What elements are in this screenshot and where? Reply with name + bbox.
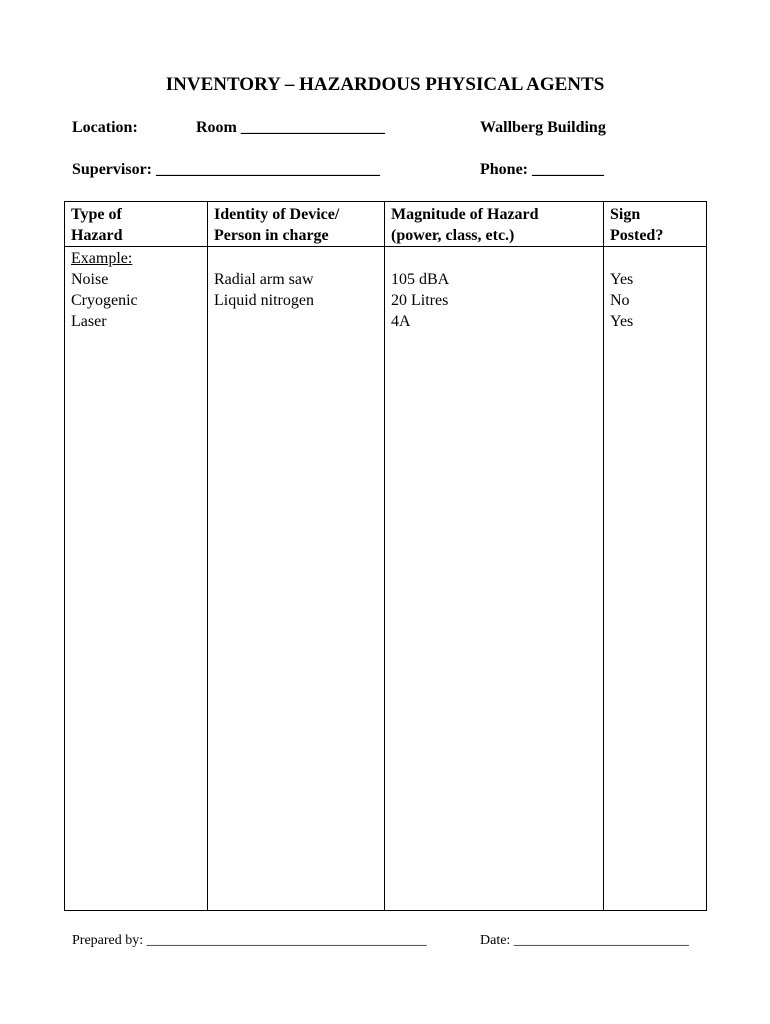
- header-sign-posted: Sign Posted?: [604, 202, 707, 247]
- identity-column-cell[interactable]: [208, 247, 385, 911]
- type-value: Cryogenic: [71, 292, 138, 309]
- supervisor-field[interactable]: Supervisor: ____________________________: [72, 161, 380, 178]
- identity-value: Radial arm saw: [214, 271, 314, 288]
- building-name: Wallberg Building: [480, 119, 606, 136]
- table-row: [65, 247, 707, 911]
- type-value: Noise: [71, 271, 109, 288]
- header-type-of-hazard: Type of Hazard: [65, 202, 208, 247]
- sign-value: Yes: [610, 313, 634, 330]
- hazard-inventory-table: [64, 201, 707, 911]
- room-field[interactable]: Room __________________: [196, 119, 385, 136]
- table-header-row: [65, 202, 707, 247]
- magnitude-column-cell[interactable]: [385, 247, 604, 911]
- sign-column-cell[interactable]: [604, 247, 707, 911]
- magnitude-value: 105 dBA: [391, 271, 450, 288]
- phone-field[interactable]: Phone: _________: [480, 161, 604, 178]
- page-title: INVENTORY – HAZARDOUS PHYSICAL AGENTS: [165, 74, 605, 95]
- identity-value: Liquid nitrogen: [214, 292, 314, 309]
- date-field[interactable]: Date: _________________________: [480, 933, 689, 948]
- header-identity: Identity of Device/ Person in charge: [208, 202, 385, 247]
- identity-value: [214, 311, 378, 332]
- type-value: Laser: [71, 313, 107, 330]
- prepared-by-field[interactable]: Prepared by: ________________________________________: [72, 933, 427, 948]
- example-label: Example:: [71, 250, 133, 267]
- location-label: Location:: [72, 119, 138, 136]
- magnitude-value: 4A: [391, 313, 411, 330]
- header-magnitude: Magnitude of Hazard (power, class, etc.): [385, 202, 604, 247]
- sign-value: No: [610, 292, 630, 309]
- type-column-cell[interactable]: [65, 247, 208, 911]
- sign-value: Yes: [610, 271, 634, 288]
- magnitude-value: 20 Litres: [391, 292, 449, 309]
